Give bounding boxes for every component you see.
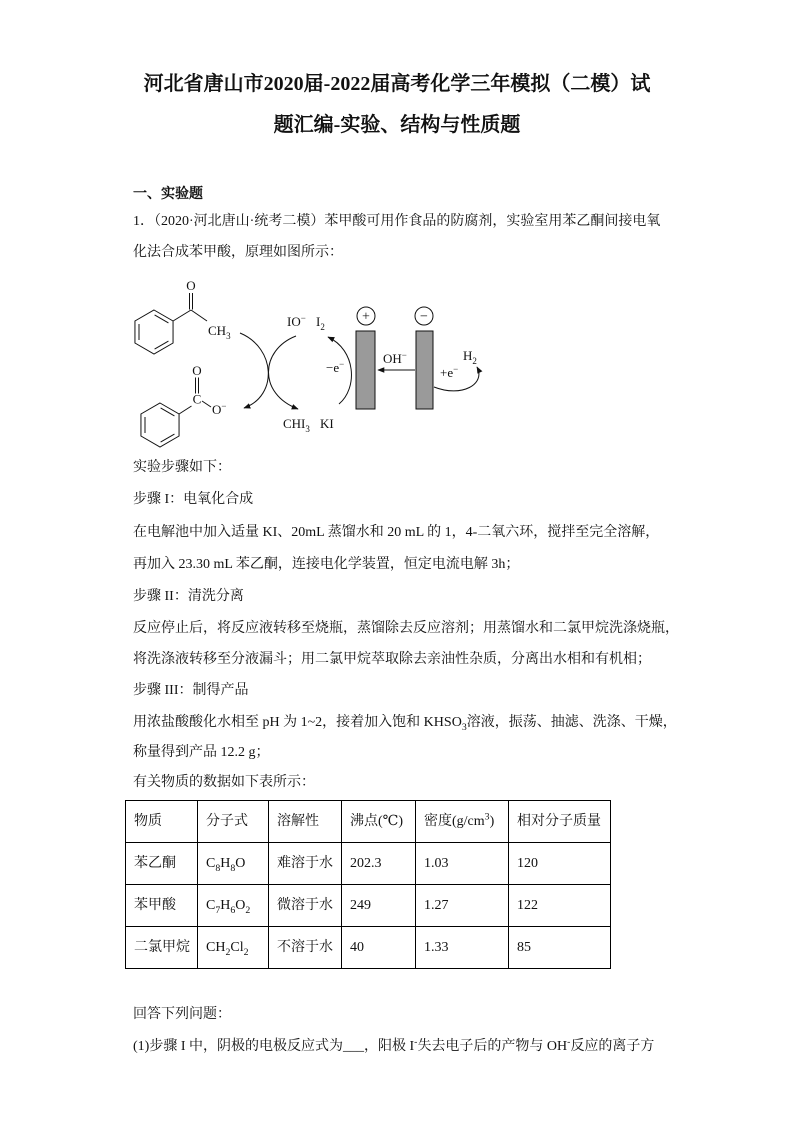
text-run: H — [463, 348, 473, 363]
text-run: IO — [287, 314, 301, 329]
cell-substance: 苯甲酸 — [126, 885, 198, 927]
text-run: CHI — [283, 416, 306, 431]
hydroxide-label — [383, 350, 407, 366]
carboxylate-anion-label — [212, 401, 226, 417]
cell-density: 1.27 — [416, 885, 509, 927]
superscript: 3 — [484, 810, 490, 822]
acetophenone-benzene-ring — [135, 310, 173, 354]
text-run: Cl — [230, 939, 244, 955]
header-boiling-point: 沸点(℃) — [342, 801, 416, 843]
answer-blank: ___ — [343, 1039, 364, 1054]
section-heading: 一、实验题 — [133, 187, 203, 202]
subscript: 2 — [472, 356, 477, 366]
anode-electrode — [356, 331, 375, 409]
text-run: ，阳极 I — [364, 1039, 415, 1054]
cell-boiling-point: 202.3 — [342, 843, 416, 885]
text-run: −e — [326, 360, 340, 375]
cell-substance: 二氯甲烷 — [126, 927, 198, 969]
cell-molar-mass: 120 — [509, 843, 611, 885]
text-run: 密度(g/cm — [424, 813, 485, 829]
cell-molar-mass: 122 — [509, 885, 611, 927]
carboxyl-carbon-label: C — [192, 391, 202, 407]
step-2-heading: 步骤 II：清洗分离 — [133, 589, 244, 604]
text-run: 失去电子后的产物与 OH — [417, 1039, 568, 1054]
cathode-electron-gain-label — [440, 364, 458, 380]
table-body — [126, 801, 611, 969]
text-run: 反应的离子方 — [570, 1039, 655, 1054]
potassium-iodide-label: KI — [320, 416, 334, 431]
superscript: - — [567, 1036, 571, 1048]
text-run: 溶液，振荡、抽滤、洗涤、干燥， — [466, 715, 677, 730]
iodine-label — [316, 314, 325, 332]
ketone-oxygen-label: O — [186, 278, 196, 293]
cell-formula — [198, 843, 269, 885]
text-run: (1)步骤 I 中，阴极的电极反应式为 — [133, 1039, 343, 1054]
cell-boiling-point: 249 — [342, 885, 416, 927]
step-1-heading: 步骤 I：电氧化合成 — [133, 492, 254, 507]
anode-electron-loss-label — [326, 359, 344, 375]
superscript: − — [339, 359, 345, 369]
text-run: ) — [489, 813, 495, 829]
header-solubility: 溶解性 — [269, 801, 342, 843]
text-run: CH — [208, 323, 227, 338]
subscript: 8 — [230, 862, 236, 874]
cell-boiling-point: 40 — [342, 927, 416, 969]
table-row — [126, 843, 611, 885]
step-2-line-1: 反应停止后，将反应液转移至烧瓶，蒸馏除去反应溶剂；用蒸馏水和二氯甲烷洗涤烧瓶， — [133, 621, 679, 636]
hydrogen-label — [463, 348, 477, 366]
ring-to-carboxyl-bond — [179, 406, 191, 414]
oxidation-curved-arrow — [240, 333, 268, 408]
methyl-label — [208, 323, 231, 341]
text-run: +e — [440, 365, 454, 380]
text-run: I — [316, 314, 321, 329]
table-row — [126, 885, 611, 927]
document-title-line-1: 河北省唐山市2020届-2022届高考化学三年模拟（二模）试 — [143, 73, 651, 95]
step-3-line-1 — [133, 713, 677, 733]
subscript: 6 — [230, 904, 236, 916]
text-run: CH — [206, 939, 226, 955]
carboxyl-oxygen-label: O — [192, 363, 202, 378]
subscript: 8 — [215, 862, 221, 874]
procedure-intro: 实验步骤如下： — [133, 460, 231, 475]
cell-molar-mass: 85 — [509, 927, 611, 969]
hypoiodite-label — [287, 313, 306, 329]
subscript: 7 — [215, 904, 221, 916]
subscript: 3 — [305, 424, 310, 434]
step-3-heading: 步骤 III：制得产品 — [133, 683, 249, 698]
subscript: 2 — [245, 904, 251, 916]
superscript: - — [414, 1036, 418, 1048]
subscript: 2 — [225, 946, 231, 958]
cathode-electrode — [416, 331, 433, 409]
text-run: C — [206, 897, 216, 913]
carbonyl-to-methyl-bond — [191, 310, 207, 321]
benzoate-ring-double-bond — [161, 434, 175, 442]
text-run: OH — [383, 351, 402, 366]
cell-formula — [198, 927, 269, 969]
document-title-line-2: 题汇编-实验、结构与性质题 — [273, 114, 521, 136]
text-run: C — [206, 855, 216, 871]
text-run: H — [220, 855, 231, 871]
questions-intro: 回答下列问题： — [133, 1007, 231, 1022]
superscript: − — [300, 313, 306, 323]
header-molar-mass: 相对分子质量 — [509, 801, 611, 843]
step-1-line-1: 在电解池中加入适量 KI、20mL 蒸馏水和 20 mL 的 1，4-二氧六环，搅拌至完全溶解， — [133, 525, 660, 540]
header-substance: 物质 — [126, 801, 198, 843]
superscript: − — [453, 364, 459, 374]
acetophenone-ring-double-bond — [155, 341, 169, 349]
superscript: − — [401, 350, 407, 360]
cell-density: 1.33 — [416, 927, 509, 969]
carboxyl-single-bond — [202, 401, 211, 407]
subscript: 2 — [243, 946, 249, 958]
benzoate-ring-double-bond — [161, 408, 175, 416]
cell-substance: 苯乙酮 — [126, 843, 198, 885]
electrolysis-mechanism-diagram — [120, 270, 500, 452]
hypoiodite-curved-arrow — [269, 336, 299, 409]
iodoform-label — [283, 416, 310, 434]
step-2-line-2: 将洗涤液转移至分液漏斗；用二氯甲烷萃取除去亲油性杂质，分离出水相和有机相； — [133, 652, 651, 667]
text-run: 用浓盐酸酸化水相至 pH 为 1~2，接着加入饱和 KHSO — [133, 715, 462, 730]
cell-density: 1.03 — [416, 843, 509, 885]
cell-solubility: 不溶于水 — [269, 927, 342, 969]
text-run: O — [212, 402, 222, 417]
cell-solubility: 微溶于水 — [269, 885, 342, 927]
substance-data-table — [125, 800, 611, 969]
text-run: O — [235, 897, 246, 913]
cell-solubility: 难溶于水 — [269, 843, 342, 885]
cell-formula — [198, 885, 269, 927]
step-1-line-2: 再加入 23.30 mL 苯乙酮，连接电化学装置，恒定电流电解 3h； — [133, 557, 520, 572]
question-1-intro-line-2: 化法合成苯甲酸，原理如图所示： — [133, 245, 343, 260]
superscript: − — [221, 401, 227, 411]
subscript: 3 — [461, 721, 467, 733]
plus-sign-icon: + — [362, 309, 370, 325]
benzoate-benzene-ring — [141, 403, 179, 447]
question-1-sub-1 — [133, 1037, 654, 1057]
subscript: 2 — [320, 322, 325, 332]
ring-to-carbonyl-bond — [173, 310, 191, 321]
table-row — [126, 927, 611, 969]
benzoate-structure — [141, 378, 211, 448]
table-intro: 有关物质的数据如下表所示： — [133, 775, 315, 790]
header-density — [416, 801, 509, 843]
header-formula: 分子式 — [198, 801, 269, 843]
text-run: O — [235, 855, 246, 871]
subscript: 3 — [226, 331, 231, 341]
step-3-line-2: 称量得到产品 12.2 g； — [133, 745, 270, 760]
minus-sign-icon: − — [420, 309, 428, 325]
table-header-row — [126, 801, 611, 843]
acetophenone-structure — [135, 293, 207, 354]
text-run: H — [220, 897, 231, 913]
question-1-intro-line-1: 1．（2020·河北唐山·统考二模）苯甲酸可用作食品的防腐剂，实验室用苯乙酮间接电氧 — [133, 214, 661, 229]
acetophenone-ring-double-bond — [155, 315, 169, 323]
